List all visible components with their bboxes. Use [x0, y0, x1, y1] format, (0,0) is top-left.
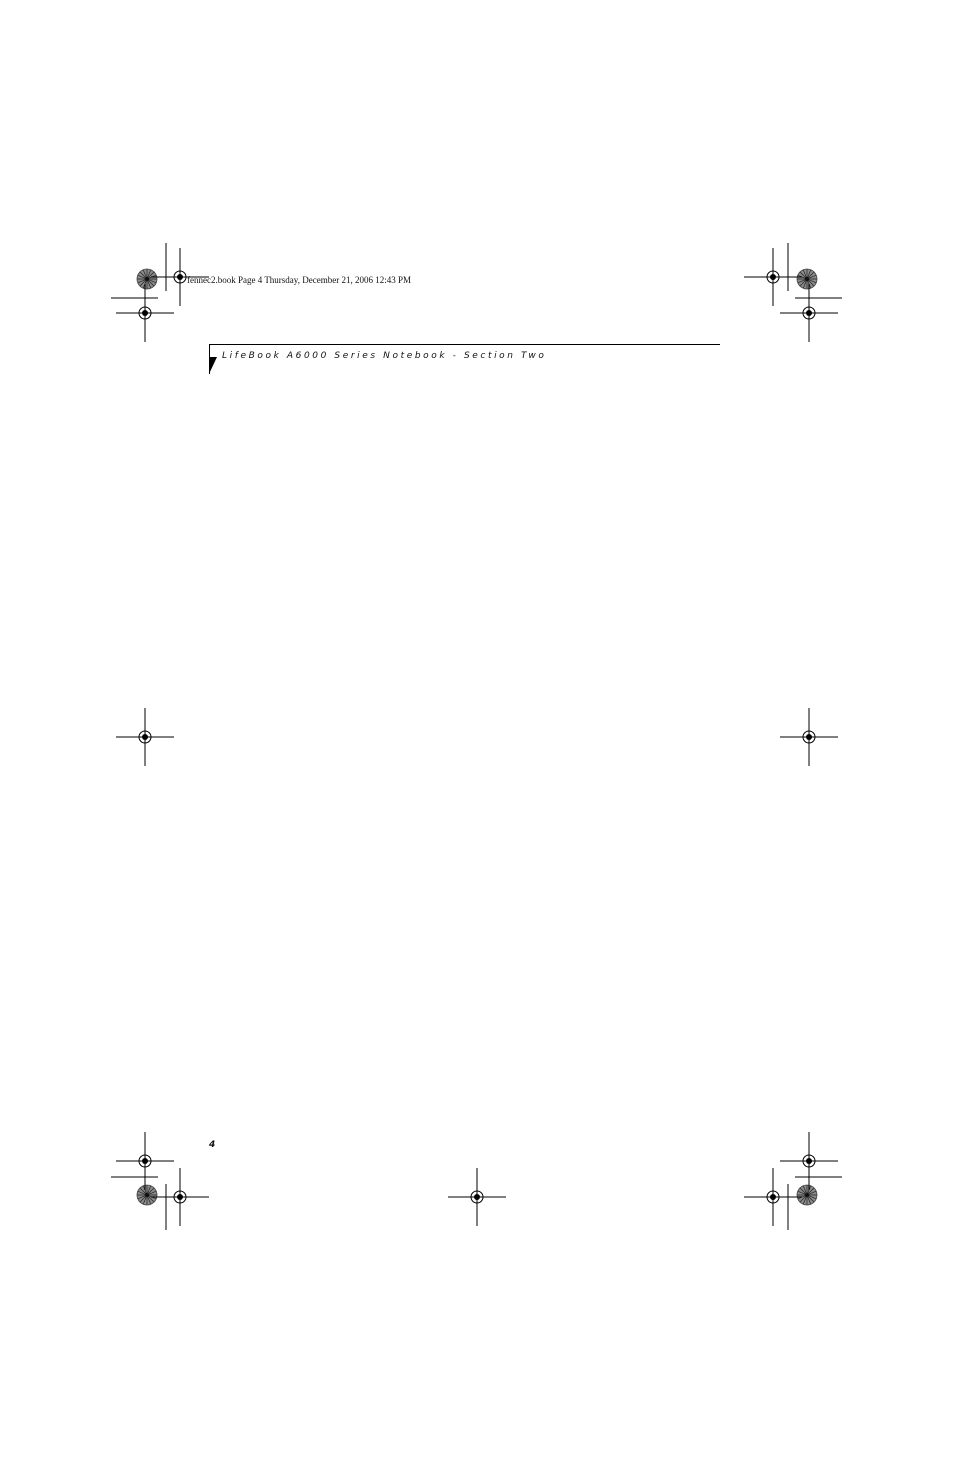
registration-crosshair-icon: [780, 708, 838, 766]
registration-crosshair-icon: [151, 1168, 209, 1226]
starburst-target-icon: [797, 269, 817, 289]
registration-crosshair-icon: [744, 248, 802, 306]
registration-crosshair-icon: [780, 284, 838, 342]
crop-lines-top: [111, 243, 842, 298]
registration-crosshair-icon: [744, 1168, 802, 1226]
registration-crosshair-icon: [116, 1132, 174, 1190]
registration-crosshair-icon: [116, 708, 174, 766]
header-wedge-icon: [209, 357, 217, 374]
starburst-target-icon: [137, 1185, 157, 1205]
header-vertical-rule: [209, 344, 210, 374]
print-slug: fennec2.book Page 4 Thursday, December 21, 2006 12:43 PM: [187, 275, 411, 285]
header-rule: [210, 344, 720, 345]
starburst-target-icon: [137, 269, 157, 289]
registration-crosshair-icon: [448, 1168, 506, 1226]
page-number: 4: [209, 1140, 216, 1150]
registration-crosshair-icon: [780, 1132, 838, 1190]
running-header-title: LifeBook A6000 Series Notebook - Section Two: [222, 351, 547, 361]
registration-crosshair-icon: [116, 284, 174, 342]
starburst-target-icon: [797, 1185, 817, 1205]
